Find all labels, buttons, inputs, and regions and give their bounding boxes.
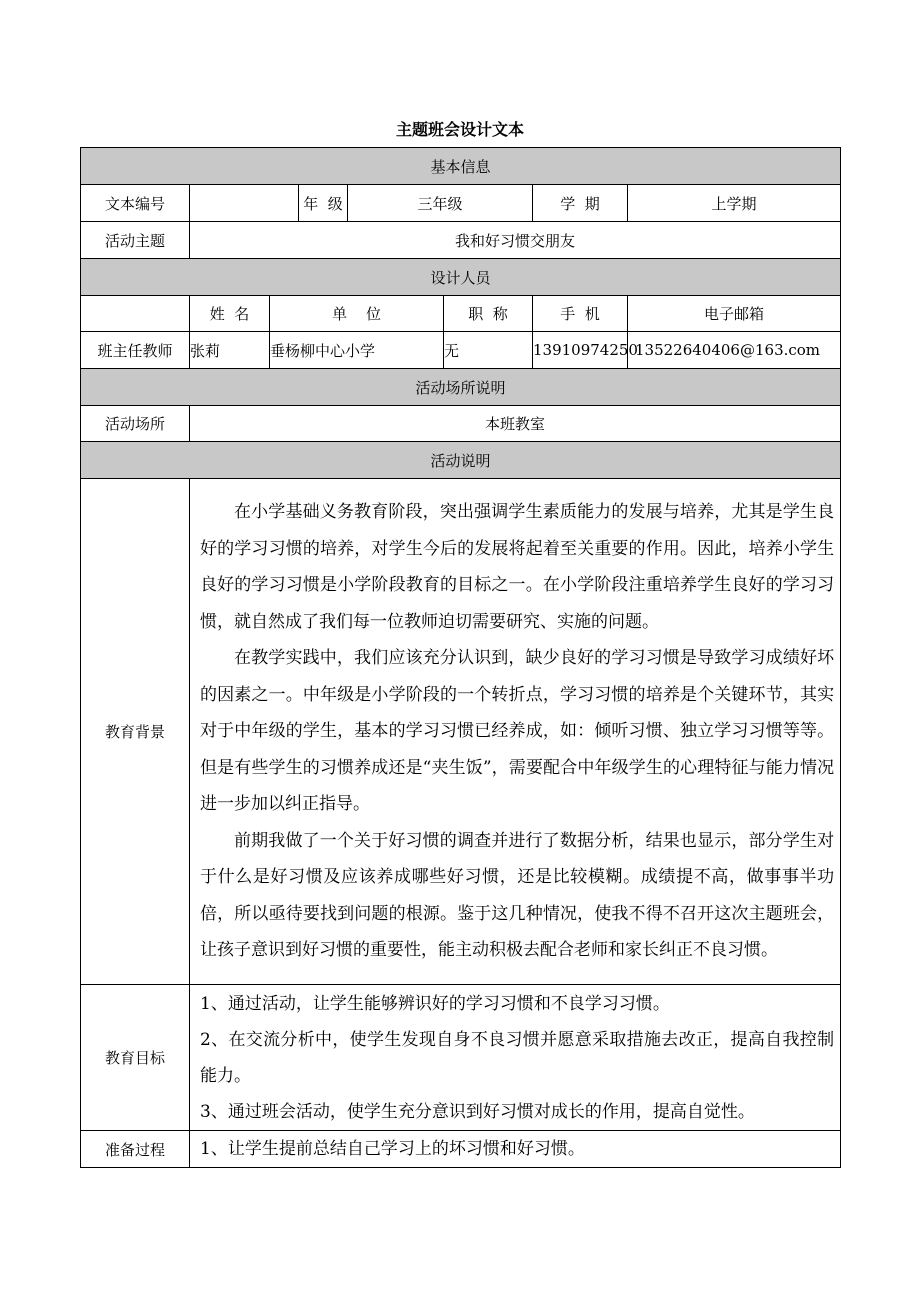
title-header: 职 称	[444, 296, 533, 332]
background-row	[81, 479, 841, 985]
grade-label: 年 级	[299, 185, 348, 222]
goals-row	[81, 985, 841, 1131]
designer-header-row	[81, 296, 841, 332]
section-title: 活动场所说明	[81, 369, 841, 406]
term-label: 学 期	[533, 185, 628, 222]
basic-info-row	[81, 185, 841, 222]
preparation-row	[81, 1131, 841, 1168]
designer-phone: 13910974250	[533, 332, 628, 369]
designer-row	[81, 332, 841, 369]
blank-cell	[81, 296, 190, 332]
section-title: 设计人员	[81, 259, 841, 296]
goal-item: 1、通过活动，让学生能够辨识好的学习习惯和不良学习习惯。	[200, 993, 670, 1014]
grade-value: 三年级	[348, 185, 533, 222]
designer-unit: 垂杨柳中心小学	[270, 332, 444, 369]
preparation-content	[190, 1131, 841, 1168]
preparation-label: 准备过程	[81, 1131, 190, 1168]
background-label: 教育背景	[81, 479, 190, 985]
lesson-plan-table	[80, 147, 841, 1168]
venue-label: 活动场所	[81, 406, 190, 442]
venue-row	[81, 406, 841, 442]
designer-email: 13522640406@163.com	[628, 332, 841, 369]
section-title: 基本信息	[81, 148, 841, 185]
designer-title: 无	[444, 332, 533, 369]
goals-content	[190, 985, 841, 1131]
theme-value: 我和好习惯交朋友	[190, 222, 841, 259]
background-paragraph: 在小学基础义务教育阶段，突出强调学生素质能力的发展与培养，尤其是学生良好的学习习惯的培养，对学生今后的发展将起着至关重要的作用。因此，培养小学生良好的学习习惯是小学阶段教育的目标之一。在小学阶段注重培养学生良好的学习习惯，就自然成了我们每一位教师迫切需要研究、实施的问题。	[200, 502, 835, 632]
theme-label: 活动主题	[81, 222, 190, 259]
goal-item: 3、通过班会活动，使学生充分意识到好习惯对成长的作用，提高自觉性。	[200, 1101, 755, 1122]
background-paragraph: 前期我做了一个关于好习惯的调查并进行了数据分析，结果也显示，部分学生对于什么是好习惯及应该养成哪些好习惯，还是比较模糊。成绩提不高，做事事半功倍，所以亟待要找到问题的根源。鉴于这几种情况，使我不得不召开这次主题班会，让孩子意识到好习惯的重要性，能主动积极去配合老师和家长纠正不良习惯。	[200, 830, 835, 961]
theme-row	[81, 222, 841, 259]
background-paragraph: 在教学实践中，我们应该充分认识到，缺少良好的学习习惯是导致学习成绩好坏的因素之一。中年级是小学阶段的一个转折点，学习习惯的培养是个关键环节，其实对于中年级的学生，基本的学习习惯已经养成，如：倾听习惯、独立学习习惯等等。但是有些学生的习惯养成还是“夹生饭”，需要配合中年级学生的心理特征与能力情况进一步加以纠正指导。	[200, 648, 835, 815]
section-header-basic	[81, 148, 841, 185]
name-header: 姓 名	[190, 296, 270, 332]
doc-no-label: 文本编号	[81, 185, 190, 222]
email-header: 电子邮箱	[628, 296, 841, 332]
designer-role: 班主任教师	[81, 332, 190, 369]
phone-header: 手 机	[533, 296, 628, 332]
unit-header: 单 位	[270, 296, 444, 332]
goal-item: 2、在交流分析中，使学生发现自身不良习惯并愿意采取措施去改正，提高自我控制能力。	[200, 1029, 835, 1086]
section-header-activity	[81, 442, 841, 479]
goals-label: 教育目标	[81, 985, 190, 1131]
venue-value: 本班教室	[190, 406, 841, 442]
doc-no-value	[190, 185, 299, 222]
term-value: 上学期	[628, 185, 841, 222]
section-header-venue	[81, 369, 841, 406]
section-header-designers	[81, 259, 841, 296]
section-title: 活动说明	[81, 442, 841, 479]
designer-name: 张莉	[190, 332, 270, 369]
background-content	[190, 479, 841, 985]
preparation-item: 1、让学生提前总结自己学习上的坏习惯和好习惯。	[200, 1139, 585, 1159]
document-title: 主题班会设计文本	[395, 120, 524, 139]
